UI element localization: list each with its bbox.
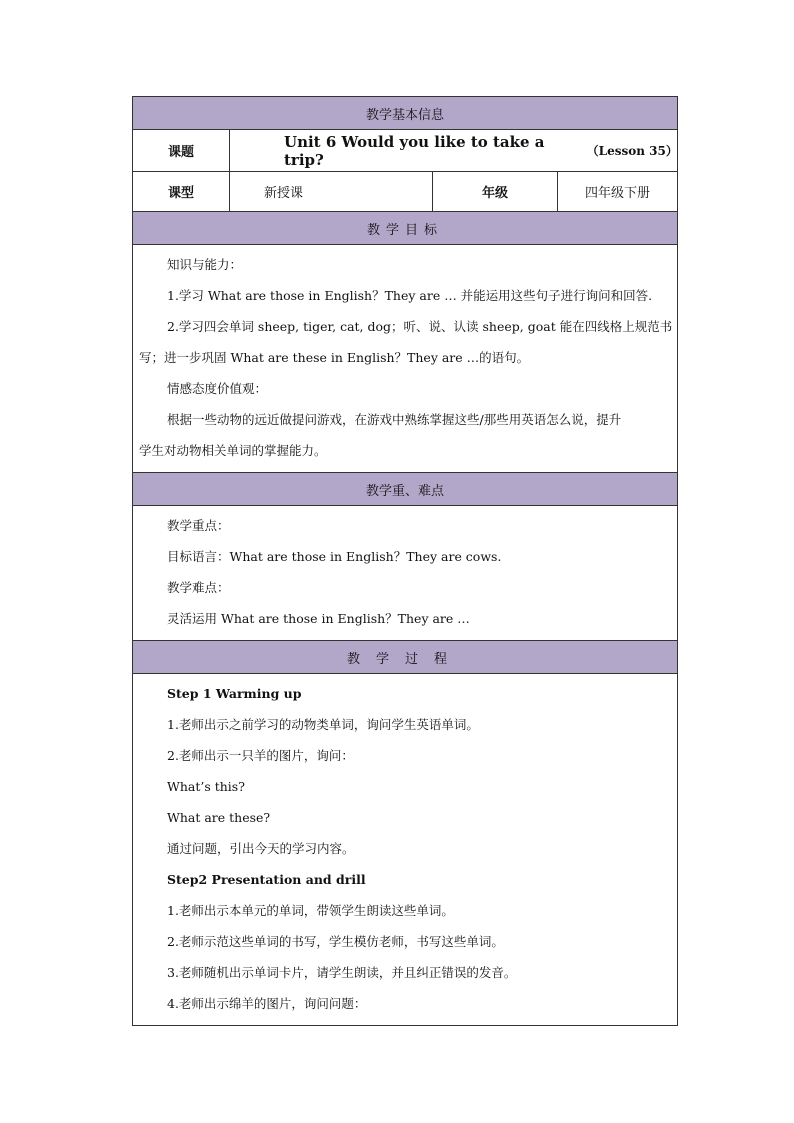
process-line: 3.老师随机出示单词卡片，请学生朗读，并且纠正错误的发音。 <box>167 965 517 980</box>
process-line: 2.老师出示一只羊的图片，询问： <box>167 748 354 763</box>
process-step-title: Step2 Presentation and drill <box>167 872 366 887</box>
goals-header <box>133 212 677 245</box>
type-label: 课型 <box>133 172 230 211</box>
process-line: 4.老师出示绵羊的图片，询问问题： <box>167 996 367 1011</box>
key-points-header-text: 教学重、难点 <box>365 483 444 499</box>
process-step-title: Step 1 Warming up <box>167 686 302 701</box>
topic-value <box>230 130 677 171</box>
process-header <box>133 641 677 674</box>
topic-lesson: （Lesson 35） <box>586 144 678 158</box>
grade-value: 四年级下册 <box>584 186 650 201</box>
goals-line: 1.学习 What are those in English？They are … 并能运用这些句子进行询问和回答. <box>167 288 653 303</box>
process-line: 2.老师示范这些单词的书写，学生模仿老师，书写这些单词。 <box>167 934 504 949</box>
topic-row <box>133 130 677 172</box>
process-line: 通过问题，引出今天的学习内容。 <box>167 841 355 856</box>
process-line: 1.老师出示之前学习的动物类单词，询问学生英语单词。 <box>167 717 479 732</box>
key-points-line: 教学难点： <box>167 580 230 595</box>
goals-line: 2.学习四会单词 sheep, tiger, cat, dog；听、说、认读 sheep, goat 能在四线格上规范书 <box>167 319 673 334</box>
basic-info-header <box>133 97 677 130</box>
key-points-line: 灵活运用 What are those in English？They are … <box>167 611 470 626</box>
process-line: 1.老师出示本单元的单词，带领学生朗读这些单词。 <box>167 903 454 918</box>
key-points-line: 目标语言：What are those in English？They are cows. <box>167 549 502 564</box>
goals-line: 情感态度价值观： <box>167 381 268 396</box>
lesson-plan-table <box>132 96 678 1026</box>
key-points-header <box>133 473 677 506</box>
process-body <box>133 674 677 1025</box>
goals-line: 根据一些动物的远近做提问游戏，在游戏中熟练掌握这些/那些用英语怎么说，提升 <box>167 412 622 427</box>
goals-body <box>133 245 677 473</box>
topic-label: 课题 <box>133 130 230 171</box>
process-line: What are these? <box>167 810 271 825</box>
goals-line: 写；进一步巩固 What are these in English？They are …的语句。 <box>139 350 530 365</box>
goals-header-text: 教学目标 <box>366 222 443 238</box>
key-points-line: 教学重点： <box>167 518 230 533</box>
basic-info-header-text: 教学基本信息 <box>365 107 444 123</box>
goals-line: 学生对动物相关单词的掌握能力。 <box>139 443 327 458</box>
goals-line: 知识与能力： <box>167 257 243 272</box>
type-grade-row <box>133 172 677 212</box>
grade-label: 年级 <box>433 172 558 211</box>
topic-title: Unit 6 Would you like to take a trip? <box>284 132 545 169</box>
type-value: 新授课 <box>230 172 433 211</box>
process-header-text: 教学过程 <box>346 651 463 667</box>
process-line: What’s this? <box>167 779 245 794</box>
key-points-body <box>133 506 677 641</box>
